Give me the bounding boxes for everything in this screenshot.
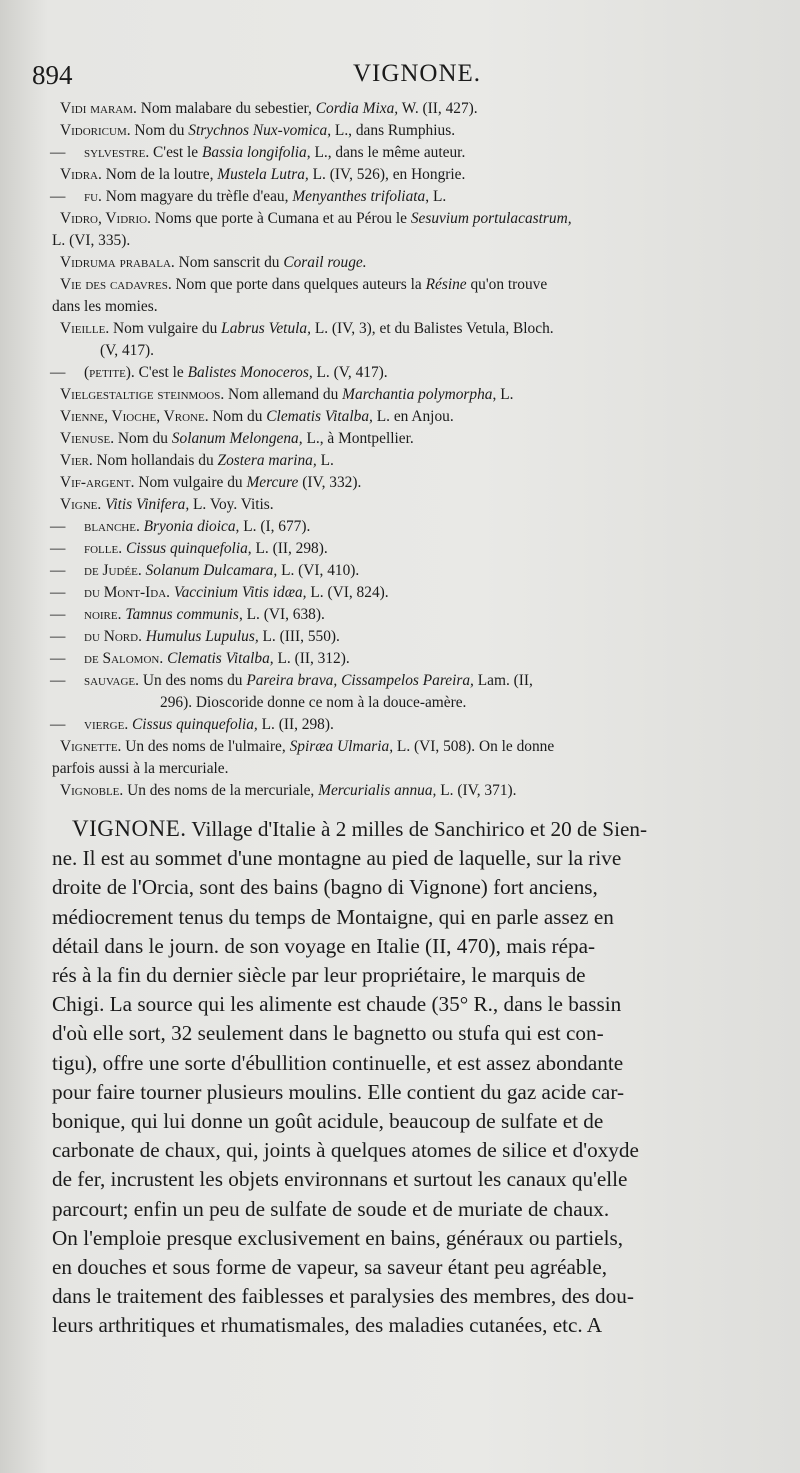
entry-tail: L. [316, 452, 334, 469]
dictionary-entry [52, 780, 782, 802]
ditto-dash: — [50, 364, 66, 381]
article-line [52, 961, 782, 990]
entry-term: Vigne. [60, 496, 102, 513]
entry-text: Un des noms de la mercuriale, [123, 782, 319, 799]
dictionary-entry [52, 582, 782, 604]
entry-term: Vignette. [60, 738, 122, 755]
entry-tail: L. (I, 677). [239, 518, 311, 535]
dictionary-entry [52, 164, 782, 186]
entry-term: Vieille. [60, 320, 110, 337]
page-header [32, 54, 782, 94]
article-text: détail dans le journ. de son voyage en Italie (II, 470), mais répa- [52, 933, 596, 958]
entry-it: Menyanthes trifoliata [292, 188, 426, 205]
entry-text: parfois aussi à la mercuriale. [52, 760, 229, 777]
entry-tail: W. (II, 427). [398, 100, 478, 117]
article-line [52, 873, 782, 902]
entry-term: noire. [84, 606, 122, 623]
entry-it: Cissus quinquefolia [125, 540, 248, 557]
article-text: d'où elle sort, 32 seulement dans le bagnetto ou stufa qui est con- [52, 1021, 604, 1046]
article-text: rés à la fin du dernier siècle par leur propriétaire, le marquis de [52, 963, 586, 988]
dictionary-entry [52, 494, 782, 516]
entry-term: folle. [84, 540, 123, 557]
dictionary-entry [52, 186, 782, 208]
dictionary-entry [52, 626, 782, 648]
entry-tail: L. (V, 417). [312, 364, 388, 381]
entry-text: Noms que porte à Cumana et au Pérou le [150, 210, 411, 227]
entry-it: Zostera marina, [217, 452, 317, 469]
entry-text: Nom que porte dans quelques auteurs la [171, 276, 426, 293]
page-number: 894 [32, 60, 73, 90]
dictionary-entry [52, 296, 782, 318]
article-line [52, 1107, 782, 1136]
ditto-dash: — [50, 584, 66, 601]
article-line [52, 1165, 782, 1194]
entry-tail: L. (VI, 410). [277, 562, 360, 579]
entry-term: Vidi maram. [60, 100, 137, 117]
dictionary-entry [52, 560, 782, 582]
article-line [52, 990, 782, 1019]
article-text: de fer, incrustent les objets environnans et surtout les canaux qu'elle [52, 1167, 628, 1192]
entry-text: Nom allemand du [224, 386, 343, 403]
entry-it: Corail rouge. [283, 254, 367, 271]
ditto-dash: — [50, 540, 66, 557]
entry-text: C'est le [134, 364, 188, 381]
dictionary-entry [52, 516, 782, 538]
dictionary-entry [52, 538, 782, 560]
entry-tail: , L. (II, 298). [247, 540, 328, 557]
article-text: Village d'Italie à 2 milles de Sanchirico et 20 de Sien- [186, 817, 648, 841]
entry-tail: L. (VI, 508). On le donne [393, 738, 555, 755]
entry-tail: Lam. (II, [473, 672, 533, 689]
entry-term: Vidra. [60, 166, 102, 183]
entry-it: Cordia Mixa, [315, 100, 399, 117]
entry-term: (petite). [84, 364, 135, 381]
entry-it: Bassia longifolia [201, 144, 307, 161]
entry-term: Vielgestaltige steinmoos. [60, 386, 225, 403]
entry-tail: L. en Anjou. [372, 408, 454, 425]
article-text: Chigi. La source qui les alimente est chaude (35° R., dans le bassin [52, 992, 622, 1017]
entry-it: Balistes Monoceros, [187, 364, 313, 381]
ditto-dash: — [50, 562, 66, 579]
entry-it: Solanum Melongena, [171, 430, 303, 447]
entry-tail: L. (IV, 526), en Hongrie. [308, 166, 466, 183]
entry-text: Nom vulgaire du [109, 320, 222, 337]
article-line [52, 1311, 782, 1340]
dictionary-entry [52, 428, 782, 450]
entry-it: Vitis Vinifera, [105, 496, 190, 513]
article-text: parcourt; enfin un peu de sulfate de soude et de muriate de chaux. [52, 1196, 610, 1221]
article-text: dans le traitement des faiblesses et paralysies des membres, des dou- [52, 1284, 634, 1309]
article-text: en douches et sous forme de vapeur, sa saveur étant peu agréable, [52, 1255, 608, 1280]
article-text: ne. Il est au sommet d'une montagne au pied de laquelle, sur la rive [52, 846, 622, 871]
ditto-dash: — [50, 606, 66, 623]
entry-term: fu. [84, 188, 102, 205]
entry-tail: , L., dans le même auteur. [306, 144, 466, 161]
article-text: bonique, qui lui donne un goût acidule, beaucoup de sulfate et de [52, 1109, 604, 1134]
dictionary-entry [52, 604, 782, 626]
ditto-dash: — [50, 650, 66, 667]
entry-term: Vienne, Vioche, Vrone. [60, 408, 209, 425]
entry-term: de Judée. [84, 562, 142, 579]
article-line [52, 814, 782, 844]
entry-tail: , L. (VI, 638). [238, 606, 325, 623]
entry-tail: (IV, 332). [298, 474, 362, 491]
entry-tail: L. Voy. Vitis. [189, 496, 274, 513]
article-text: droite de l'Orcia, sont des bains (bagno di Vignone) fort anciens, [52, 875, 598, 900]
ditto-dash: — [50, 188, 66, 205]
article-line [52, 1078, 782, 1107]
entry-tail: L. (II, 312). [273, 650, 350, 667]
article-vignone [52, 814, 782, 1341]
entry-it: Résine [425, 276, 467, 293]
entry-tail: , L., dans Rumphius. [327, 122, 456, 139]
entry-it: Spiræa Ulmaria, [289, 738, 394, 755]
entry-tail: L. (III, 550). [258, 628, 340, 645]
dictionary-entry [52, 714, 782, 736]
entry-text: Nom du [208, 408, 267, 425]
entry-it: Clematis Vitalba, [167, 650, 274, 667]
dictionary-entry [52, 120, 782, 142]
article-text: pour faire tourner plusieurs moulins. Elle contient du gaz acide car- [52, 1079, 625, 1104]
entry-it: Vaccinium Vitis idæa, [173, 584, 307, 601]
entry-term: Vidro, Vidrio. [60, 210, 151, 227]
dictionary-entry [52, 318, 782, 340]
dictionary-entry [52, 692, 782, 714]
ditto-dash: — [50, 672, 66, 689]
entry-term: sauvage. [84, 672, 139, 689]
dictionary-entry [52, 406, 782, 428]
entry-text: Nom sanscrit du [174, 254, 284, 271]
dictionary-entry [52, 384, 782, 406]
article-text: carbonate de chaux, qui, joints à quelques atomes de silice et d'oxyde [52, 1138, 639, 1163]
entry-term: Vidoricum. [60, 122, 131, 139]
ditto-dash: — [50, 716, 66, 733]
entry-tail: L. (IV, 371). [436, 782, 517, 799]
running-title: VIGNONE. [352, 60, 482, 87]
entry-term: blanche. [84, 518, 140, 535]
article-line [52, 1049, 782, 1078]
dictionary-entry [52, 362, 782, 384]
entry-term: vierge. [84, 716, 129, 733]
entry-it: Bryonia dioica, [143, 518, 240, 535]
entry-term: Vie des cadavres. [60, 276, 172, 293]
entry-it: Strychnos Nux-vomica [188, 122, 328, 139]
dictionary-entry [52, 252, 782, 274]
entry-term: Vidruma prabala. [60, 254, 175, 271]
entry-it: Pareira brava, Cissampelos Pareira, [246, 672, 474, 689]
entry-tail: L., à Montpellier. [302, 430, 414, 447]
ditto-dash: — [50, 628, 66, 645]
entry-term: Vignoble. [60, 782, 124, 799]
entry-it: Mustela Lutra, [217, 166, 309, 183]
ditto-dash: — [50, 518, 66, 535]
dictionary-entry [52, 758, 782, 780]
dictionary-entry [52, 230, 782, 252]
article-line [52, 1224, 782, 1253]
entry-text: (V, 417). [100, 342, 155, 359]
entry-it: Sesuvium portulacastrum, [410, 210, 572, 227]
entry-term: du Nord. [84, 628, 142, 645]
article-text: tigu), offre une sorte d'ébullition continuelle, et est assez abondante [52, 1050, 624, 1075]
article-text: On l'emploie presque exclusivement en bains, généraux ou partiels, [52, 1225, 623, 1250]
entry-text: Nom du [130, 122, 189, 139]
entry-term: Vienuse. [60, 430, 115, 447]
dictionary-entry [52, 208, 782, 230]
article-line [52, 844, 782, 873]
entry-term: de Salomon. [84, 650, 164, 667]
entry-it: Clematis Vitalba, [266, 408, 373, 425]
article-line [52, 1282, 782, 1311]
dictionary-entry [52, 736, 782, 758]
dictionary-entry [52, 670, 782, 692]
article-line [52, 1195, 782, 1224]
entry-term: du Mont-Ida. [84, 584, 171, 601]
entry-term: Vif-argent. [60, 474, 135, 491]
dictionary-entry [52, 274, 782, 296]
article-line [52, 1019, 782, 1048]
entry-it: Mercure [246, 474, 299, 491]
entry-term: Vier. [60, 452, 93, 469]
ditto-dash: — [50, 144, 66, 161]
entry-text: Nom vulgaire du [134, 474, 247, 491]
article-text: médiocrement tenus du temps de Montaigne, qui en parle assez en [52, 904, 614, 929]
entry-text: Nom malabare du sebestier, [136, 100, 316, 117]
dictionary-entries [52, 98, 782, 802]
article-line [52, 1136, 782, 1165]
dictionary-entry [52, 472, 782, 494]
entry-text: Un des noms du [139, 672, 247, 689]
entry-it: Humulus Lupulus, [145, 628, 259, 645]
entry-text: C'est le [149, 144, 202, 161]
entry-it: Labrus Vetula, [221, 320, 311, 337]
article-line [52, 932, 782, 961]
article-headword: VIGNONE. [72, 816, 187, 841]
entry-it: Mercurialis annua, [318, 782, 437, 799]
dictionary-entry [52, 340, 782, 362]
dictionary-entry [52, 648, 782, 670]
entry-text: Nom de la loutre, [101, 166, 218, 183]
entry-term: sylvestre. [84, 144, 150, 161]
entry-tail: L. (IV, 3), et du Balistes Vetula, Bloch. [310, 320, 554, 337]
entry-text: Nom hollandais du [92, 452, 218, 469]
article-text: leurs arthritiques et rhumatismales, des maladies cutanées, etc. A [52, 1313, 603, 1338]
entry-it: Marchantia polymorpha [342, 386, 493, 403]
entry-text: Un des noms de l'ulmaire, [121, 738, 290, 755]
entry-text: Nom du [114, 430, 172, 447]
entry-text: Nom magyare du trèfle d'eau, [101, 188, 293, 205]
article-line [52, 903, 782, 932]
entry-tail: qu'on trouve [466, 276, 548, 293]
entry-text: dans les momies. [52, 298, 158, 315]
dictionary-entry [52, 142, 782, 164]
entry-tail: L. (VI, 824). [306, 584, 389, 601]
entry-text: 296). Dioscoride donne ce nom à la douce-amère. [160, 694, 467, 711]
entry-it: Tamnus communis [125, 606, 239, 623]
entry-tail: , L. [492, 386, 514, 403]
dictionary-entry [52, 450, 782, 472]
dictionary-entry [52, 98, 782, 120]
entry-text: L. (VI, 335). [52, 232, 131, 249]
entry-it: Solanum Dulcamara, [145, 562, 278, 579]
entry-tail: L. (II, 298). [257, 716, 334, 733]
entry-tail: , L. [425, 188, 447, 205]
article-line [52, 1253, 782, 1282]
entry-it: Cissus quinquefolia, [132, 716, 258, 733]
